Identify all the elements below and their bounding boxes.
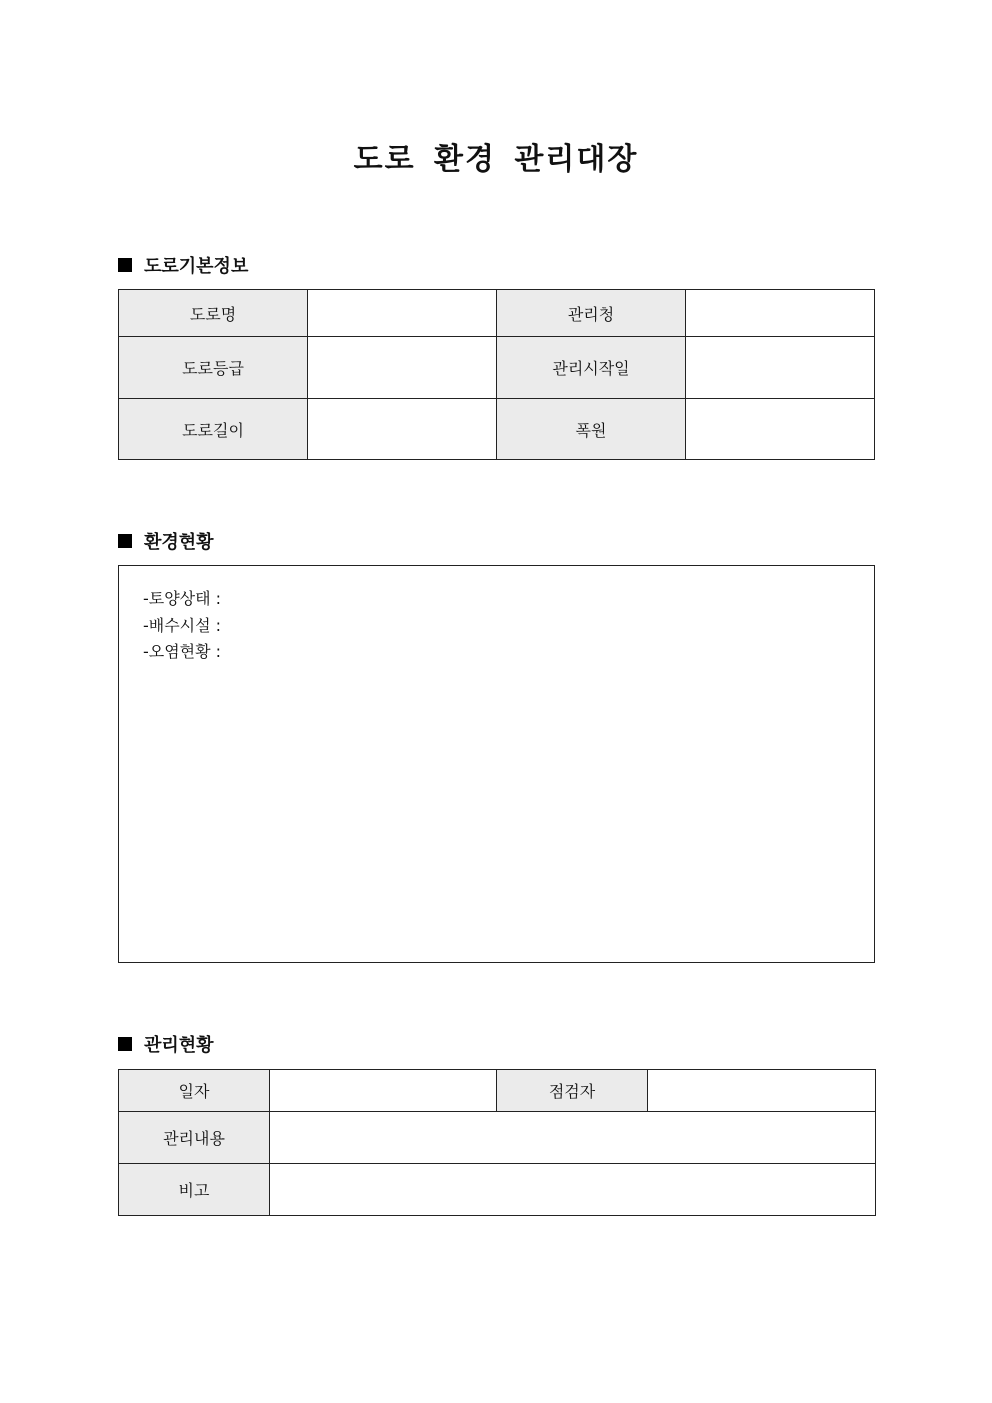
table-row (119, 1112, 876, 1164)
authority-label: 관리청 (497, 290, 686, 337)
section-heading-environment (118, 529, 214, 553)
table-row (119, 1070, 876, 1112)
section-heading-label: 관리현황 (144, 1035, 214, 1056)
inspector-label: 점검자 (497, 1070, 648, 1112)
width-label: 폭원 (497, 399, 686, 460)
basic-info-table (118, 289, 875, 460)
pollution-line: -오염현황 : (143, 642, 222, 661)
square-bullet-icon (118, 534, 132, 548)
road-grade-label: 도로등급 (119, 337, 308, 399)
environment-status-box[interactable] (118, 565, 875, 963)
section-heading-basic-info (118, 253, 248, 277)
inspector-value[interactable] (648, 1070, 876, 1112)
road-name-label: 도로명 (119, 290, 308, 337)
table-row (119, 399, 875, 460)
section-heading-management (118, 1032, 214, 1056)
table-row (119, 290, 875, 337)
section-heading-label: 환경현황 (144, 532, 214, 553)
document-title: 도로 환경 관리대장 (353, 142, 639, 177)
road-name-value[interactable] (308, 290, 497, 337)
width-value[interactable] (686, 399, 875, 460)
road-length-value[interactable] (308, 399, 497, 460)
remarks-label: 비고 (119, 1164, 270, 1216)
date-value[interactable] (270, 1070, 497, 1112)
authority-value[interactable] (686, 290, 875, 337)
table-row (119, 1164, 876, 1216)
drainage-line: -배수시설 : (143, 615, 222, 635)
management-content-label: 관리내용 (119, 1112, 270, 1164)
square-bullet-icon (118, 1037, 132, 1051)
management-table (118, 1069, 876, 1216)
start-date-value[interactable] (686, 337, 875, 399)
soil-condition-line: -토양상태 : (143, 589, 222, 608)
management-content-value[interactable] (270, 1112, 876, 1164)
start-date-label: 관리시작일 (497, 337, 686, 399)
date-label: 일자 (119, 1070, 270, 1112)
environment-lines (143, 586, 221, 666)
table-row (119, 337, 875, 399)
square-bullet-icon (118, 258, 132, 272)
remarks-value[interactable] (270, 1164, 876, 1216)
road-grade-value[interactable] (308, 337, 497, 399)
section-heading-label: 도로기본정보 (144, 256, 249, 277)
road-length-label: 도로길이 (119, 399, 308, 460)
